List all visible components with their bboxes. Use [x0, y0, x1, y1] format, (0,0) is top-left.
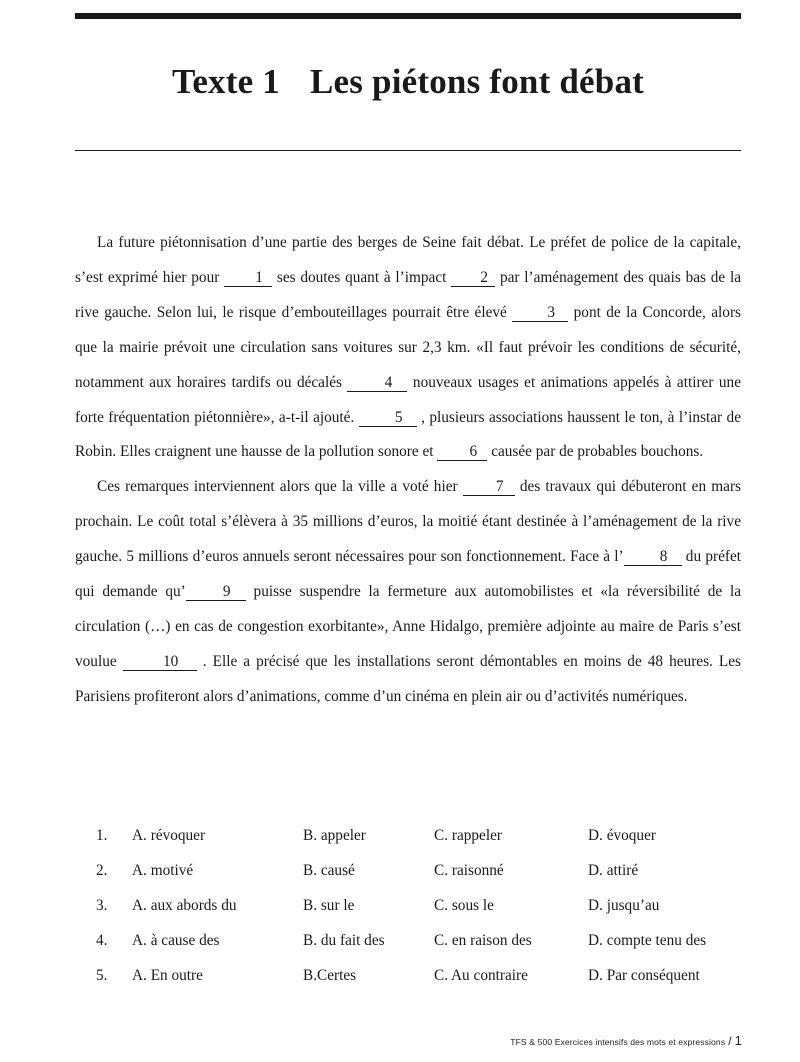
option-b: B.Certes — [303, 967, 357, 984]
blank-3: 3 — [512, 305, 568, 322]
option-a: A. à cause des — [132, 932, 220, 949]
page-number: 1 — [734, 1033, 742, 1048]
book-title: TFS & 500 Exercices intensifs des mots et expressions — [510, 1037, 726, 1047]
blank-7: 7 — [463, 479, 515, 496]
option-a: A. motivé — [132, 862, 194, 879]
question-number: 2. — [96, 862, 108, 879]
option-row-3 — [96, 892, 736, 927]
passage-text: par l’aménagement des quais bas de la rive gauche. Selon lui, le risque d’embouteillages pourrait être élevé — [75, 268, 741, 321]
answer-options — [96, 822, 736, 997]
paragraph-2 — [75, 470, 741, 714]
option-a: A. En outre — [132, 967, 203, 984]
option-c: C. rappeler — [434, 827, 502, 844]
passage-text: pont de la Concorde, alors que la mairie prévoit une circulation sans voitures sur 2,3 km. «Il faut prévoir les conditions de sécurité, notamment aux horaires tardifs ou décalés — [75, 303, 741, 391]
blank-10: 10 — [123, 654, 197, 671]
question-number: 4. — [96, 932, 108, 949]
blank-2: 2 — [451, 270, 495, 287]
passage-text: . Elle a précisé que les installations seront démontables en moins de 48 heures. Les Parisiens profiteront alors d’animations, comme d’un cinéma en plein air ou d’activités numériques. — [75, 652, 741, 705]
option-d: D. compte tenu des — [588, 932, 707, 949]
option-d: D. Par conséquent — [588, 967, 700, 984]
option-row-2 — [96, 857, 736, 892]
passage-text: nouveaux usages et animations appelés à attirer une forte fréquentation piétonnière», a-t-il ajouté. — [75, 373, 741, 426]
option-b: B. sur le — [303, 897, 355, 914]
blank-6: 6 — [437, 444, 487, 461]
question-number: 5. — [96, 967, 108, 984]
blank-5: 5 — [359, 410, 417, 427]
paragraph-1 — [75, 226, 741, 470]
option-c: C. en raison des — [434, 932, 532, 949]
passage-text: puisse suspendre la fermeture aux automobilistes et «la réversibilité de la circulation (…) en cas de congestion exorbitante», Anne Hidalgo, première adjointe au maire de Paris s’est voulue — [75, 583, 741, 670]
option-b: B. causé — [303, 862, 355, 879]
passage-text: ses doutes quant à l’impact — [272, 268, 452, 286]
passage-text: La future piétonnisation d’une partie des berges de Seine fait débat. Le préfet de police de la capitale, s’est exprimé hier pour — [75, 234, 741, 286]
blank-9: 9 — [186, 584, 246, 601]
option-d: D. attiré — [588, 862, 639, 879]
option-row-5 — [96, 962, 736, 997]
page-footer — [510, 1033, 742, 1048]
title-number: Texte 1 — [171, 62, 280, 101]
option-c: C. raisonné — [434, 862, 504, 879]
blank-1: 1 — [224, 270, 272, 287]
option-c: C. sous le — [434, 897, 494, 914]
question-number: 3. — [96, 897, 108, 914]
option-d: D. jusqu’au — [588, 897, 660, 914]
option-c: C. Au contraire — [434, 967, 528, 984]
passage-text: Ces remarques interviennent alors que la ville a voté hier — [97, 478, 463, 496]
passage-text: , plusieurs associations haussent le ton, à l’instar de Robin. Elles craignent une hausse de la pollution sonore et — [75, 408, 741, 461]
page-title — [75, 62, 741, 102]
passage-text: causée par de probables bouchons. — [487, 443, 704, 461]
passage-text: du préfet qui demande qu’ — [75, 548, 741, 601]
title-text: Les piétons font débat — [310, 62, 645, 101]
option-b: B. du fait des — [303, 932, 385, 949]
option-a: A. révoquer — [132, 827, 206, 844]
option-b: B. appeler — [303, 827, 366, 844]
passage-text: des travaux qui débuteront en mars prochain. Le coût total s’élèvera à 35 millions d’euros, la moitié étant destinée à l’aménagement de la rive gauche. 5 millions d’euros annuels seront nécessaires pour son fonctionnement. Face à l’ — [75, 478, 741, 566]
option-row-1 — [96, 822, 736, 857]
option-row-4 — [96, 927, 736, 962]
blank-4: 4 — [347, 375, 407, 392]
title-underline-rule — [75, 150, 741, 151]
footer-separator: / — [728, 1034, 732, 1048]
question-number: 1. — [96, 827, 108, 844]
passage — [75, 226, 741, 715]
top-rule — [75, 13, 741, 19]
blank-8: 8 — [624, 549, 682, 566]
option-a: A. aux abords du — [132, 897, 237, 914]
option-d: D. évoquer — [588, 827, 656, 844]
